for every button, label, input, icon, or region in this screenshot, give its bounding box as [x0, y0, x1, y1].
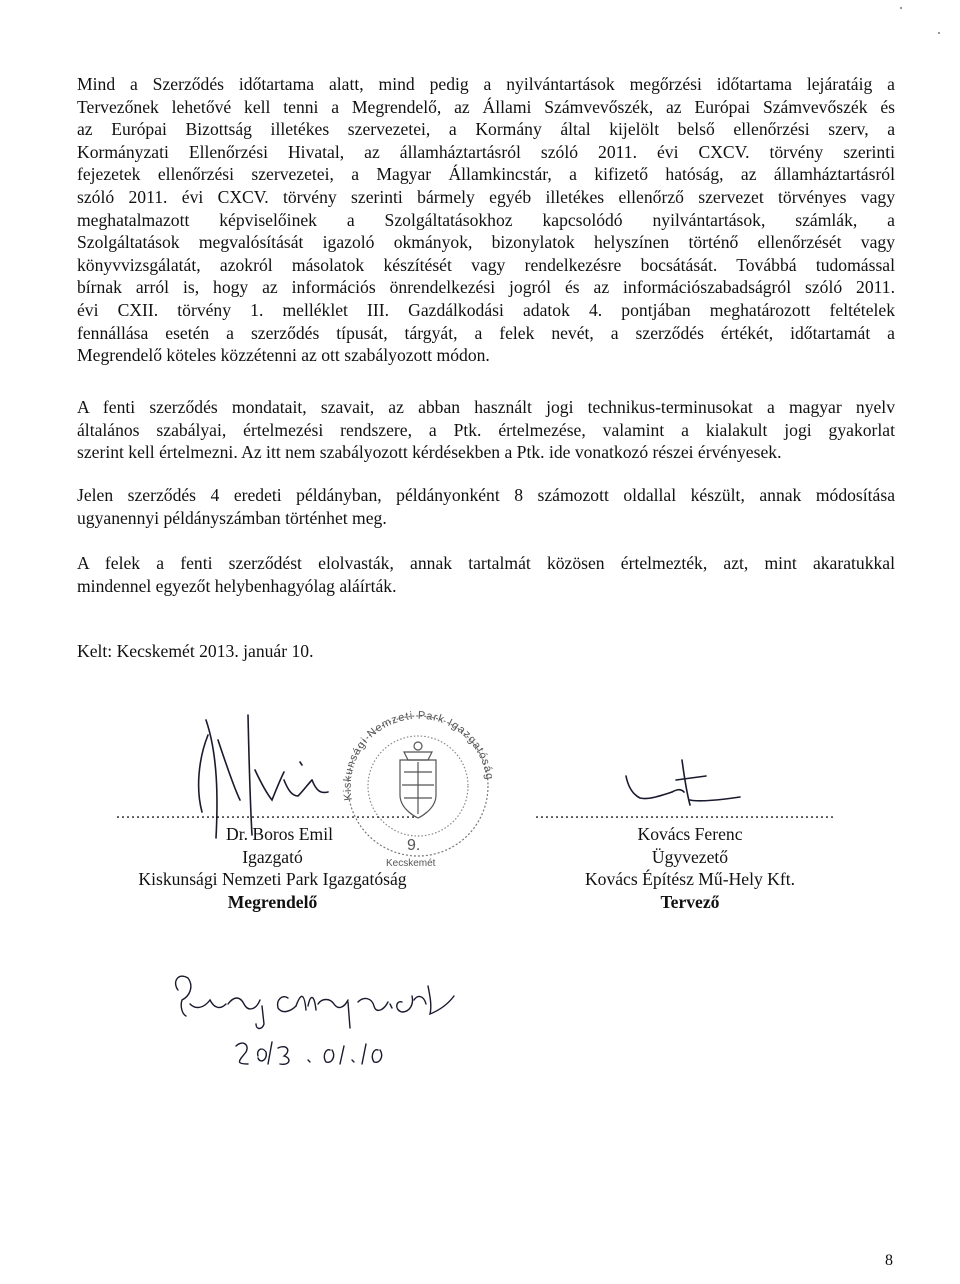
paragraph-line: ugyanennyi példányszámban történhet meg. [77, 507, 387, 528]
paragraph-line: könyvvizsgálatát, azokról másolatok készítését vagy rendelkezésre bocsátását. Továbbá tudomással [77, 254, 895, 275]
paragraph-line: évi CXII. törvény 1. melléklet III. Gazdálkodási adatok 4. pontjában meghatározott feltételek [77, 299, 895, 320]
place-and-date: Kelt: Kecskemét 2013. január 10. [77, 641, 314, 661]
signature-line-left: ............................................................ [116, 805, 416, 822]
paragraph-line: A fenti szerződés mondatait, szavait, az abban használt jogi technikus-terminusokat a magyar nyelv [77, 397, 895, 417]
scan-speck [938, 32, 940, 34]
paragraph-line: szóló 2011. évi CXCV. törvény szerinti bármely egyéb illetékes ellenőrző szervezet törvényes vagy [77, 186, 895, 207]
signatory-right-organization: Kovács Építész Mű-Hely Kft. [584, 869, 796, 889]
scan-speck [900, 7, 902, 9]
stamp-ring-textpath: Kiskunsági Nemzeti Park Igazgatóság [341, 709, 496, 802]
paragraph-line: fejezetek ellenőrzési szervezetei, a Magyar Államkincstár, a kifizető hatóság, az államháztartásról [77, 164, 895, 185]
paragraph-line: szerint kell értelmezni. Az itt nem szabályozott kérdésekben a Ptk. ide vonatkozó részei érvényesek. [77, 442, 782, 463]
paragraph-line: Tervezőnek lehetővé kell tenni a Megrendelő, az Állami Számvevőszék, az Európai Számvevőszék és [77, 96, 895, 117]
paragraph-line: mindennel egyezőt helybenhagyólag aláírták. [77, 575, 397, 596]
paragraph-line: fennállása esetén a szerződés típusát, tárgyát, a felek nevét, a szerződés értékét, időtartamát a [77, 322, 895, 343]
signatory-left-role: Megrendelő [227, 891, 318, 912]
signatory-right-role: Tervező [660, 891, 720, 912]
signatory-left-title: Igazgató [242, 846, 303, 867]
signatory-left-name: Dr. Boros Emil [225, 824, 334, 844]
paragraph-line: Kormányzati Ellenőrzési Hivatal, az államháztartásról szóló 2011. évi CXCV. törvény szerinti [77, 141, 895, 162]
signature-line-right: ............................................................ [535, 805, 835, 822]
paragraph-line: Megrendelő köteles közzétenni az ott szabályozott módon. [77, 345, 490, 366]
paragraph-line: általános szabályai, értelmezési rendszere, a Ptk. értelmezése, valamint a kialakult jogi gyakorlat [77, 419, 895, 440]
paragraph-line: Jelen szerződés 4 eredeti példányban, példányonként 8 számozott oldallal készült, annak módosítása [77, 485, 895, 505]
stamp-city: Kecskemét [386, 858, 436, 869]
signatory-right-title: Ügyvezető [651, 846, 729, 867]
page-number: 8 [885, 1252, 893, 1269]
paragraph-line: Mind a Szerződés időtartama alatt, mind pedig a nyilvántartások megőrzési időtartama lejáratáig a [77, 74, 895, 94]
paragraph-line: az Európai Bizottság illetékes szervezetei, a Kormány által kijelölt belső ellenőrzési szerv, a [77, 119, 895, 140]
signature-left-handwriting [199, 715, 328, 838]
paragraph-line: A felek a fenti szerződést elolvasták, annak tartalmát közösen értelmezték, azt, mint akaratukkal [77, 553, 895, 573]
stamp-number: 9. [407, 837, 421, 854]
signature-right-handwriting [626, 760, 740, 805]
signatory-left-organization: Kiskunsági Nemzeti Park Igazgatóság [138, 869, 407, 889]
paragraph-line: meghatalmazott képviselőinek a Szolgáltatásokhoz kapcsolódó nyilvántartások, számlák, a [77, 209, 895, 230]
paragraph-line: bírnak arról is, hogy az információs önrendelkezési jogról és az információszabadságról szóló 2011. [77, 277, 895, 298]
countersignature-note [176, 976, 454, 1064]
paragraph-line: Szolgáltatások megvalósítását igazoló okmányok, bizonylatok helyszínen történő ellenőrzését vagy [77, 232, 895, 253]
signatory-right-name: Kovács Ferenc [637, 824, 743, 844]
